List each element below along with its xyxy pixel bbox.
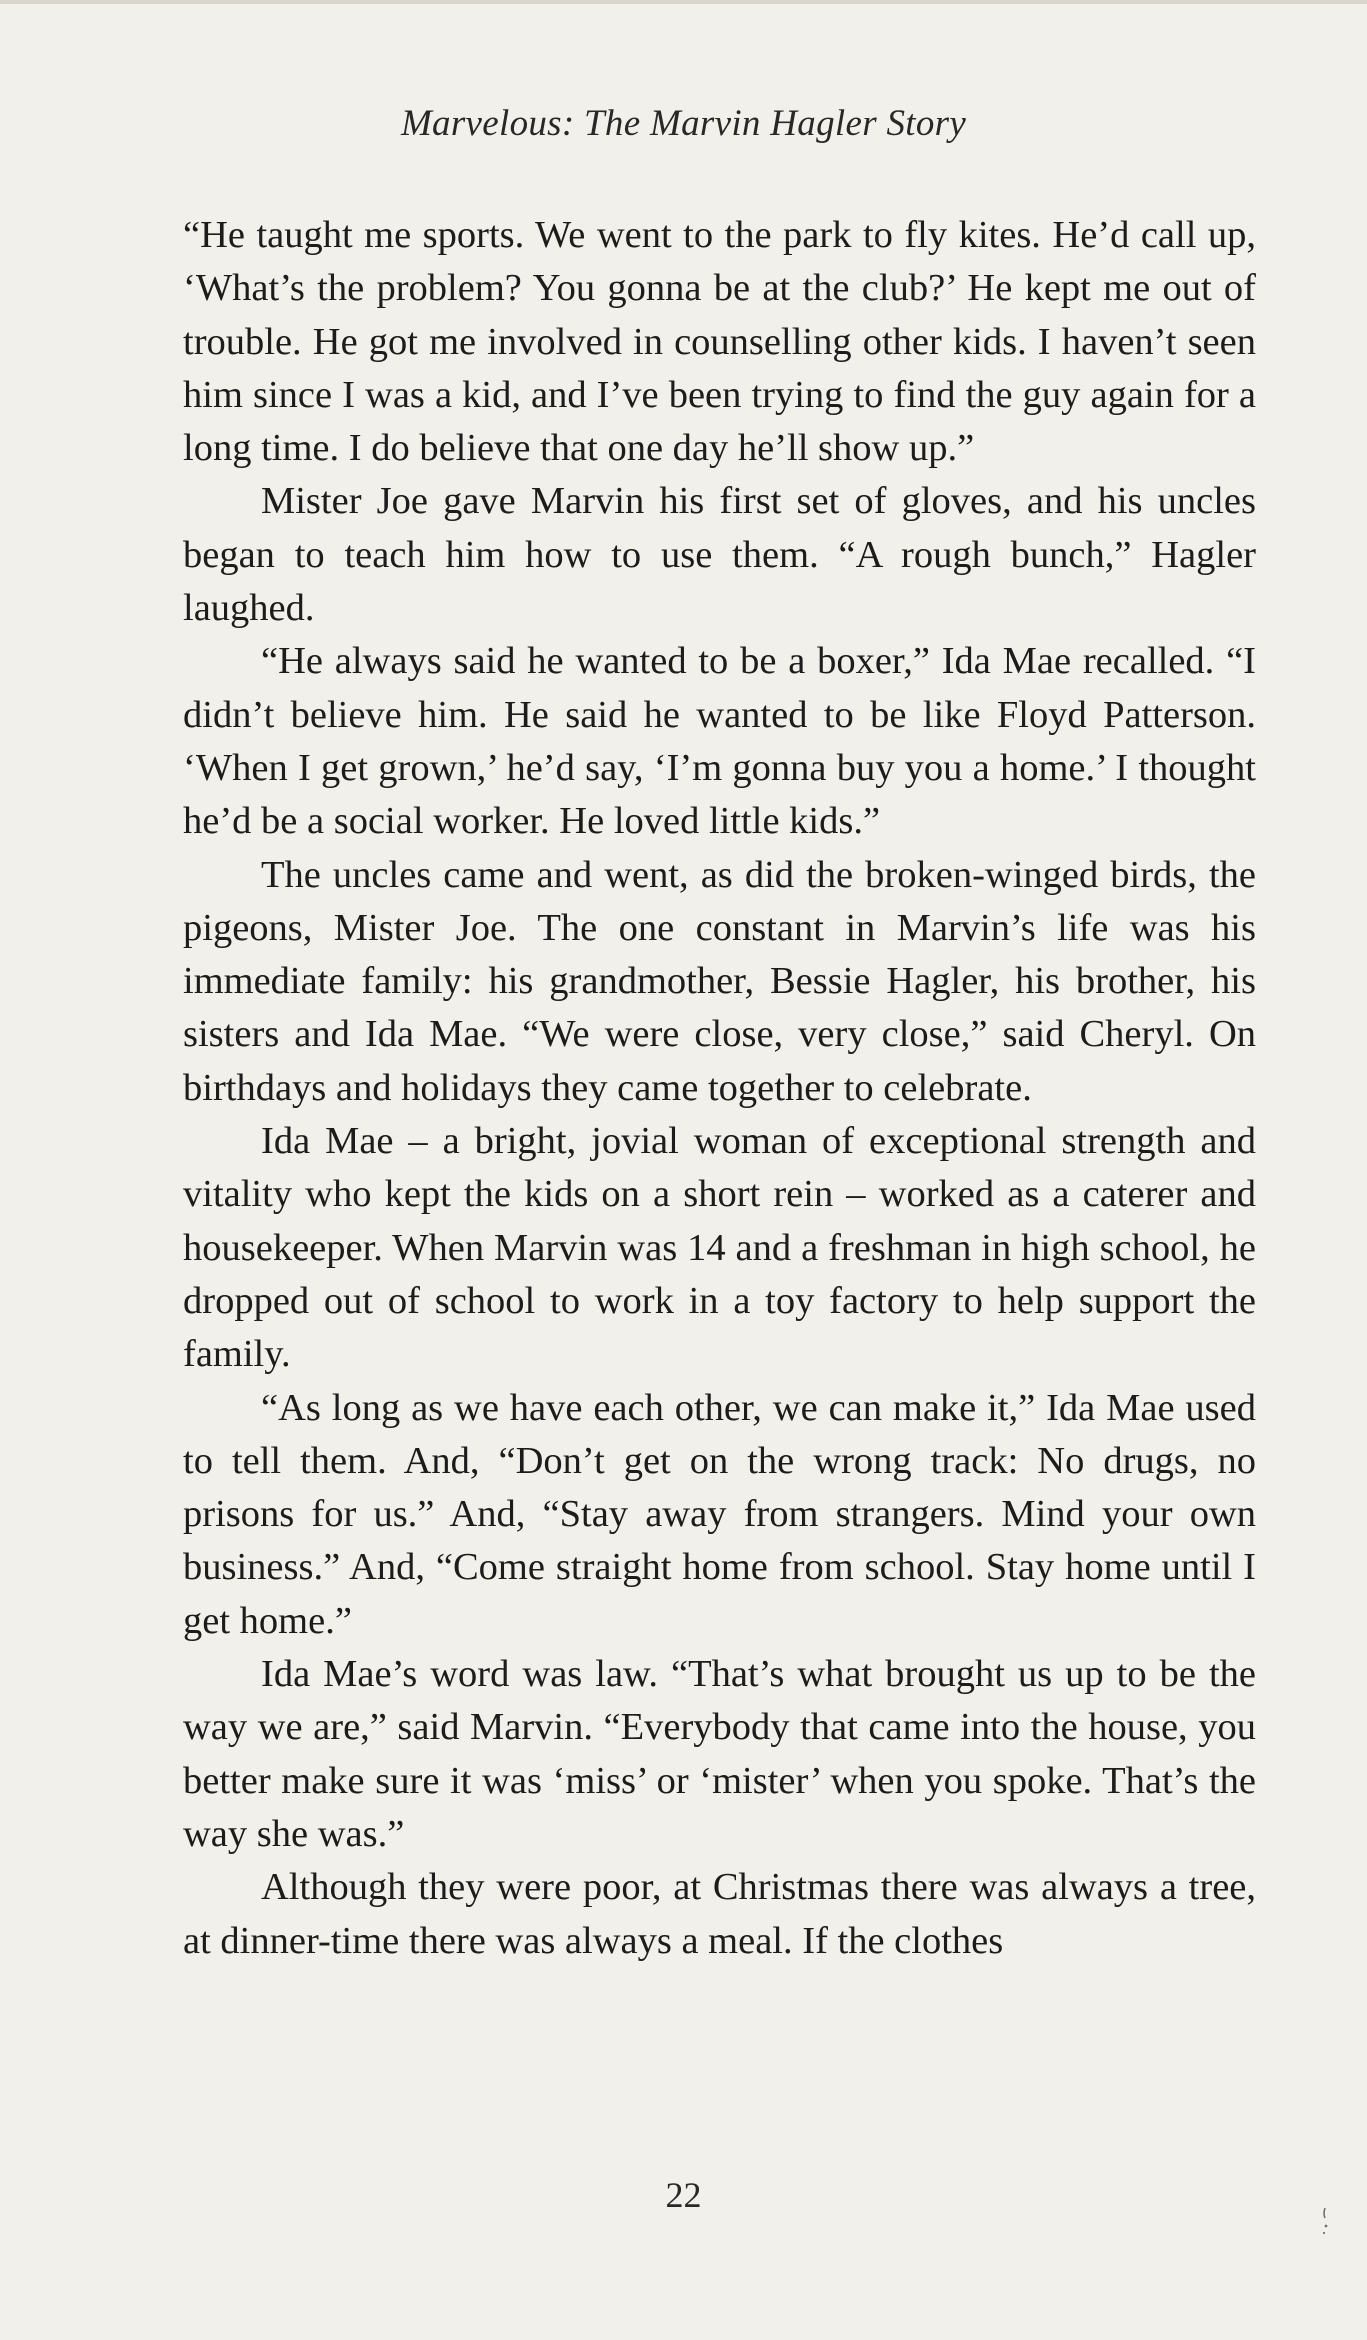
page-number: 22: [665, 2175, 702, 2215]
running-header: Marvelous: The Marvin Hagler Story: [400, 103, 967, 144]
paragraph-8: Although they were poor, at Christmas there was always a tree, at dinner-time there was always a meal. If the clothes: [183, 1866, 1256, 1962]
paragraph-5: Ida Mae – a bright, jovial woman of exceptional strength and vitality who kept the kids on a short rein – worked as a caterer and housekeeper. When Marvin was 14 and a freshman in high school, he dropped out of school to work in a toy factory to help support the family.: [183, 1120, 1256, 1376]
paragraph-2: Mister Joe gave Marvin his first set of gloves, and his uncles began to teach him how to use them. “A rough bunch,” Hagler laughed.: [183, 480, 1256, 630]
paragraph-6: “As long as we have each other, we can make it,” Ida Mae used to tell them. And, “Don’t get on the wrong track: No drugs, no prisons for us.” And, “Stay away from strangers. Mind your own business.” And, “Come straight home from school. Stay home until I get home.”: [183, 1386, 1256, 1642]
page-top-edge: [0, 0, 1367, 4]
ink-smudge-mark: [1320, 2206, 1326, 2238]
paragraph-4: The uncles came and went, as did the broken-winged birds, the pigeons, Mister Joe. The one constant in Marvin’s life was his immediate family: his grandmother, Bessie Hagler, his brother, his sisters and Ida Mae. “We were close, very close,” said Cheryl. On birthdays and holidays they came together to celebrate.: [183, 853, 1256, 1109]
body-text: [183, 209, 1256, 1968]
paragraph-7: Ida Mae’s word was law. “That’s what brought us up to be the way we are,” said Marvin. “Everybody that came into the house, you better make sure it was ‘miss’ or ‘mister’ when you spoke. That’s the way she was.”: [183, 1653, 1256, 1855]
paragraph-1: “He taught me sports. We went to the park to fly kites. He’d call up, ‘What’s the problem? You gonna be at the club?’ He kept me out of trouble. He got me involved in counselling other kids. I haven’t seen him since I was a kid, and I’ve been trying to find the guy again for a long time. I do believe that one day he’ll show up.”: [183, 214, 1256, 470]
paragraph-3: “He always said he wanted to be a boxer,” Ida Mae recalled. “I didn’t believe him. He said he wanted to be like Floyd Patterson. ‘When I get grown,’ he’d say, ‘I’m gonna buy you a home.’ I thought he’d be a social worker. He loved little kids.”: [183, 640, 1256, 843]
